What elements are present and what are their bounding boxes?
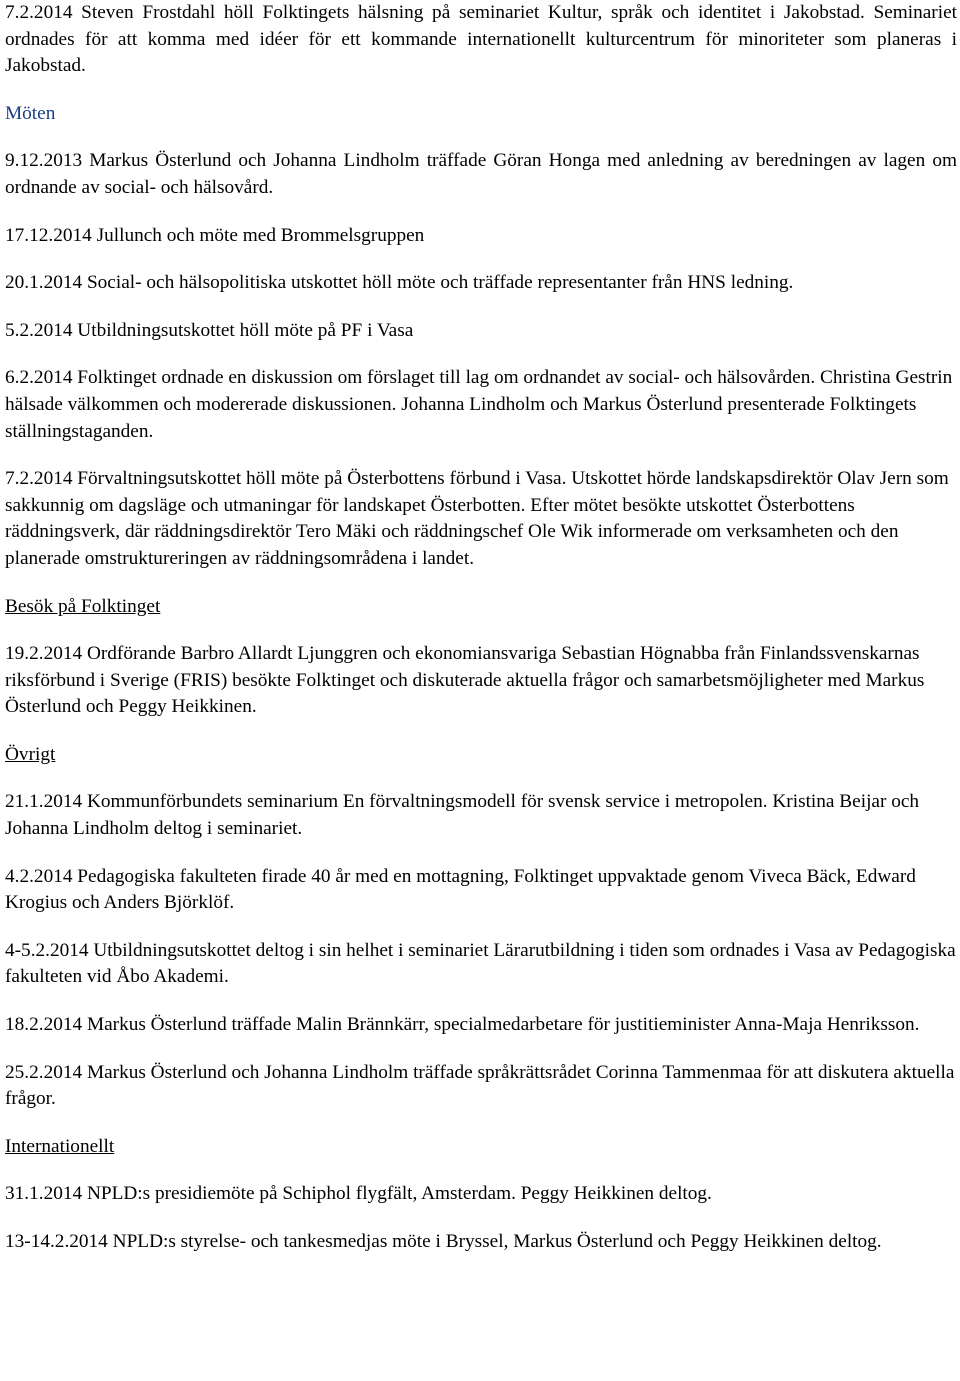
entry-paragraph: 7.2.2014 Förvaltningsutskottet höll möte på Österbottens förbund i Vasa. Utskottet hörde landskapsdirektör Olav Jern som sakkunnig om dagsläge och utmaningar för landskapet Österbotten. Efter mötet besökte utskottet Österbottens räddningsverk, där räddningsdirektör Tero Mäki och räddningschef Ole Wik informerade om verksamheten och den planerade omstruktureringen av räddningsområdena i landet. xyxy=(5,468,949,569)
entry-paragraph: 5.2.2014 Utbildningsutskottet höll möte på PF i Vasa xyxy=(5,319,414,341)
entry-paragraph: 9.12.2013 Markus Österlund och Johanna Lindholm träffade Göran Honga med anledning av beredningen av lagen om ordnande av social- och hälsovård. xyxy=(5,150,957,198)
intro-paragraph: 7.2.2014 Steven Frostdahl höll Folktingets hälsning på seminariet Kultur, språk och identitet i Jakobstad. Seminariet ordnades för att komma med idéer för ett kommande internationellt kulturcentrum för minoriteter som planeras i Jakobstad. xyxy=(5,2,957,77)
entry-paragraph: 31.1.2014 NPLD:s presidiemöte på Schiphol flygfält, Amsterdam. Peggy Heikkinen deltog. xyxy=(5,1183,712,1205)
entry-paragraph: 13-14.2.2014 NPLD:s styrelse- och tankesmedjas möte i Bryssel, Markus Österlund och Peggy Heikkinen deltog. xyxy=(5,1231,882,1252)
entry-paragraph: 6.2.2014 Folktinget ordnade en diskussion om förslaget till lag om ordnandet av social- och hälsovården. Christina Gestrin hälsade välkommen och modererade diskussionen. Johanna Lindholm och Markus Österlund presenterade Folktingets ställningstaganden. xyxy=(5,367,953,442)
entry-paragraph: 18.2.2014 Markus Österlund träffade Malin Brännkärr, specialmedarbetare för justitieminister Anna-Maja Henriksson. xyxy=(5,1014,920,1036)
section-heading-moten: Möten xyxy=(5,102,56,124)
entry-paragraph: 25.2.2014 Markus Österlund och Johanna Lindholm träffade språkrättsrådet Corinna Tammenmaa för att diskutera aktuella frågor. xyxy=(5,1061,955,1110)
entry-paragraph: 17.12.2014 Jullunch och möte med Brommelsgruppen xyxy=(5,224,425,246)
entry-paragraph: 4.2.2014 Pedagogiska fakulteten firade 40 år med en mottagning, Folktinget uppvaktade genom Viveca Bäck, Edward Krogius och Anders Björklöf. xyxy=(5,865,916,914)
section-heading-internationellt: Internationellt xyxy=(5,1135,115,1157)
section-heading-besok: Besök på Folktinget xyxy=(5,595,161,617)
entry-paragraph: 4-5.2.2014 Utbildningsutskottet deltog i sin helhet i seminariet Lärarutbildning i tiden som ordnades i Vasa av Pedagogiska fakulteten vid Åbo Akademi. xyxy=(5,939,956,988)
entry-paragraph: 21.1.2014 Kommunförbundets seminarium En förvaltningsmodell för svensk service i metropolen. Kristina Beijar och Johanna Lindholm deltog i seminariet. xyxy=(5,791,920,840)
entry-paragraph: 20.1.2014 Social- och hälsopolitiska utskottet höll möte och träffade representanter från HNS ledning. xyxy=(5,272,794,294)
section-heading-ovrigt: Övrigt xyxy=(5,743,56,765)
entry-paragraph: 19.2.2014 Ordförande Barbro Allardt Ljunggren och ekonomiansvariga Sebastian Högnabba från Finlandssvenskarnas riksförbund i Sverige (FRIS) besökte Folktinget och diskuterade aktuella frågor och samarbetsmöjligheter med Markus Österlund och Peggy Heikkinen. xyxy=(5,643,925,718)
document-page xyxy=(5,0,957,1256)
